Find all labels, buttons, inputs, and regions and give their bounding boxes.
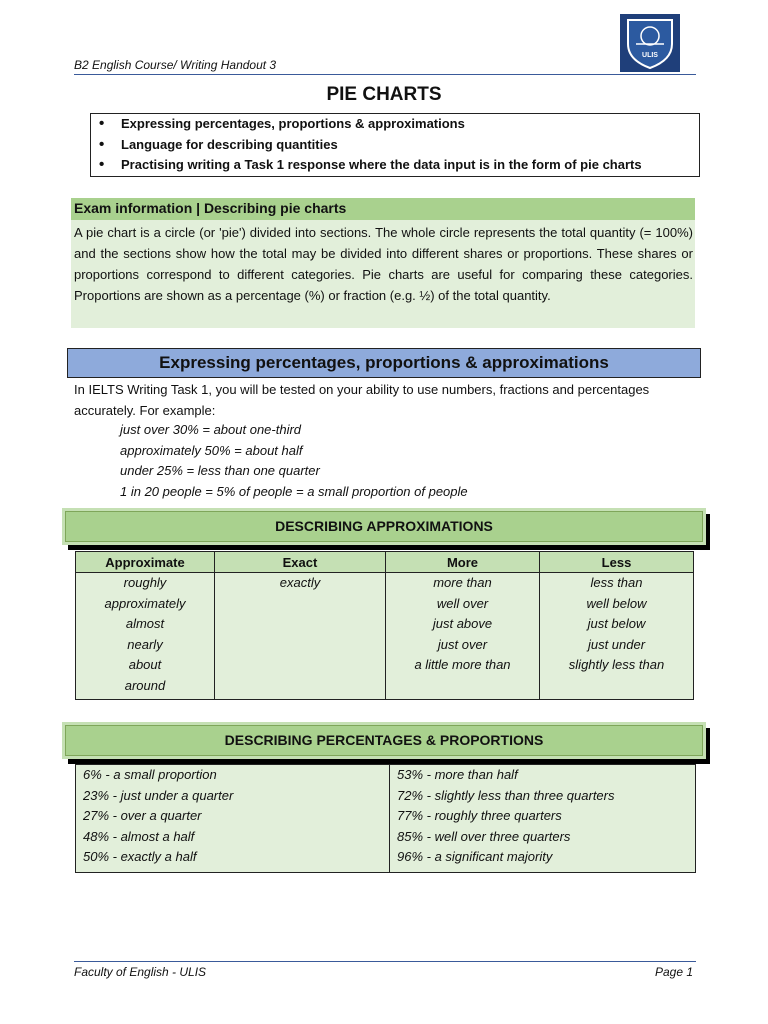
table-row	[76, 655, 694, 676]
table-cell: 77% - roughly three quarters	[397, 808, 562, 823]
table-cell: just under	[540, 635, 694, 656]
header-divider	[74, 74, 696, 75]
table-row	[76, 827, 696, 848]
example-item: under 25% = less than one quarter	[120, 463, 320, 478]
table-cell: just over	[386, 635, 540, 656]
table-cell: roughly	[76, 573, 215, 594]
page-number: Page 1	[655, 965, 694, 979]
examples-list	[120, 420, 468, 502]
table-row	[76, 765, 696, 786]
table-cell: 85% - well over three quarters	[397, 828, 571, 844]
table-row	[76, 614, 694, 635]
example-item: approximately 50% = about half	[120, 442, 303, 458]
table-cell	[215, 655, 386, 676]
section-heading-expressing: Expressing percentages, proportions & approximations	[67, 348, 701, 378]
table-row	[76, 786, 696, 807]
table-row	[76, 847, 696, 872]
approximations-table	[75, 551, 694, 700]
section-intro: In IELTS Writing Task 1, you will be tested on your ability to use numbers, fractions and percentages accurately. For example:	[74, 382, 650, 418]
table-row	[76, 806, 696, 827]
table-cell: slightly less than	[540, 655, 694, 676]
example-item: just over 30% = about one-third	[120, 422, 302, 437]
exam-info-heading: Exam information | Describing pie charts	[74, 200, 347, 216]
objective-item: • Practising writing a Task 1 response where the data input is in the form of pie charts	[121, 155, 699, 176]
table-cell: 72% - slightly less than three quarters	[397, 787, 615, 803]
table-cell	[540, 676, 694, 700]
table-cell: approximately	[76, 594, 215, 615]
example-item: 1 in 20 people = 5% of people = a small proportion of people	[120, 483, 468, 499]
table-cell: a little more than	[386, 655, 540, 676]
approximations-banner: DESCRIBING APPROXIMATIONS	[62, 508, 706, 545]
objective-item: • Language for describing quantities	[121, 135, 699, 156]
table-cell: 23% - just under a quarter	[76, 786, 390, 807]
column-header: More	[386, 552, 540, 573]
table-cell: just above	[386, 614, 540, 635]
table-cell: 6% - a small proportion	[76, 765, 390, 786]
table-cell: just below	[540, 614, 694, 635]
table-cell	[215, 614, 386, 635]
table-cell: more than	[386, 573, 540, 594]
percentages-table	[75, 764, 696, 873]
university-logo	[620, 14, 680, 72]
table-row	[76, 676, 694, 700]
table-row	[76, 594, 694, 615]
objectives-box	[90, 113, 700, 177]
table-cell: 53% - more than half	[397, 767, 518, 782]
table-cell: well over	[386, 594, 540, 615]
table-cell	[215, 594, 386, 615]
table-cell: 96% - a significant majority	[397, 849, 553, 864]
column-header: Less	[540, 552, 694, 573]
exam-info-box	[71, 198, 695, 328]
course-header: B2 English Course/ Writing Handout 3	[74, 58, 277, 72]
table-cell: nearly	[76, 635, 215, 656]
table-cell	[386, 676, 540, 700]
objective-item: • Expressing percentages, proportions & approximations	[121, 114, 699, 135]
page-title: PIE CHARTS	[326, 84, 442, 105]
footer-faculty: Faculty of English - ULIS	[74, 965, 207, 979]
table-cell: exactly	[215, 573, 386, 594]
table-cell: well below	[540, 594, 694, 615]
table-cell	[215, 676, 386, 700]
table-row	[76, 635, 694, 656]
table-cell: 27% - over a quarter	[76, 806, 390, 827]
percentages-banner: DESCRIBING PERCENTAGES & PROPORTIONS	[62, 722, 706, 759]
column-header: Approximate	[76, 552, 215, 573]
table-cell: 48% - almost a half	[76, 827, 390, 848]
table-cell: about	[76, 655, 215, 676]
exam-info-body: A pie chart is a circle (or 'pie') divided into sections. The whole circle represents the total quantity (= 100%) and the sections show how the total may be divided into different shares or proportions. These shares or proportions correspond to different categories. Pie charts are useful for comparing these categories. Proportions are shown as a percentage (%) or fraction (e.g. ½) of the total quantity.	[74, 225, 693, 303]
table-row	[76, 573, 694, 594]
table-cell	[215, 635, 386, 656]
logo-text: ULIS	[642, 52, 658, 59]
footer-divider	[74, 961, 696, 962]
table-cell: 50% - exactly a half	[76, 847, 390, 872]
table-cell: less than	[540, 573, 694, 594]
table-cell: almost	[76, 614, 215, 635]
exam-info-heading-bar	[71, 198, 695, 220]
table-cell: around	[76, 676, 215, 700]
column-header: Exact	[215, 552, 386, 573]
table-header-row	[76, 552, 694, 573]
